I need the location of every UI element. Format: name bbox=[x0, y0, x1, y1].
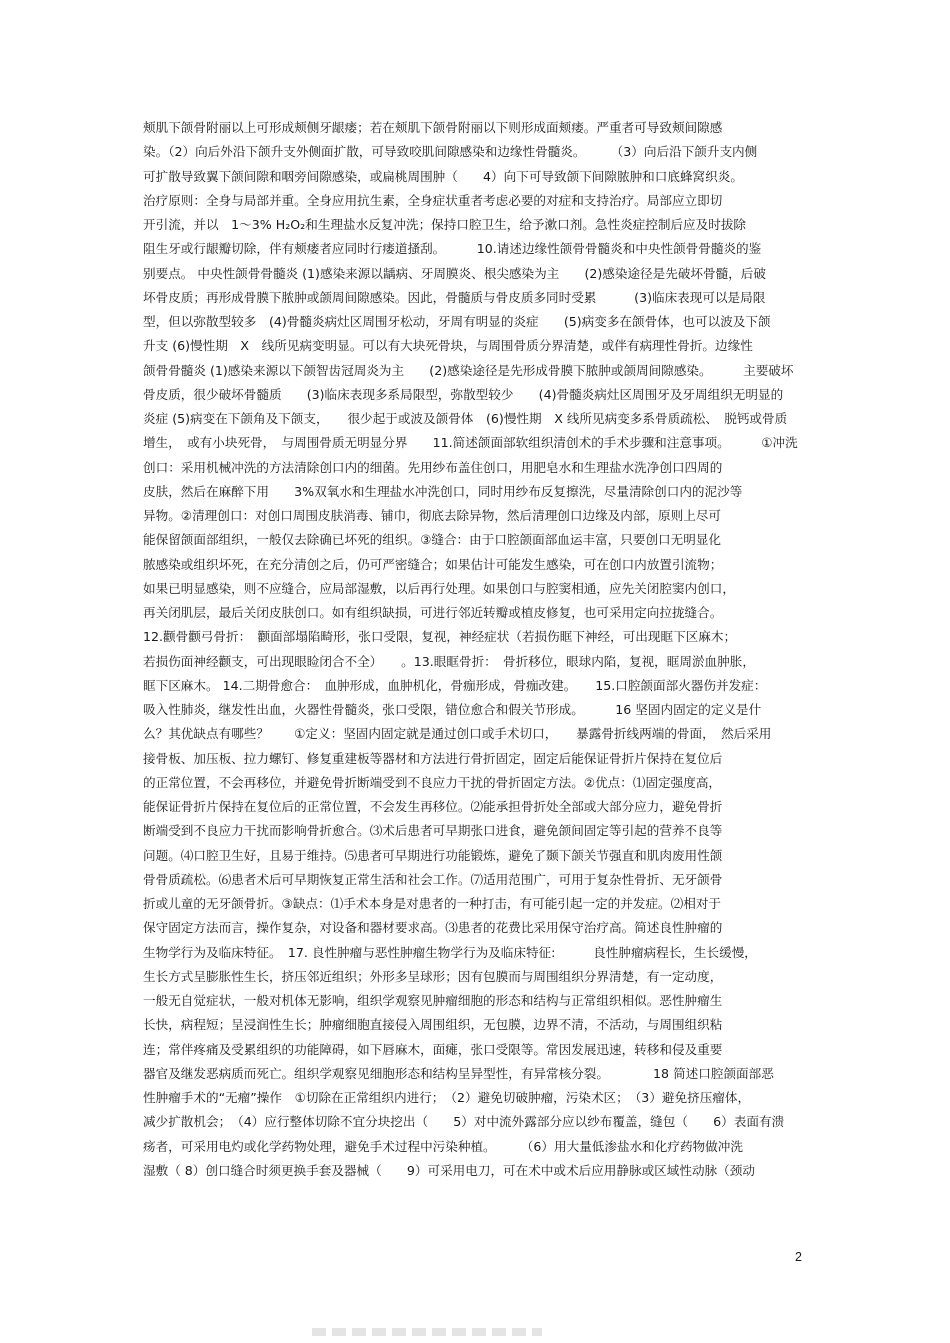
footer-watermark bbox=[312, 1328, 542, 1336]
text-line: 若损伤面神经颧支，可出现眼睑闭合不全） 。13.眼眶骨折： 骨折移位，眼球内陷，复视，眶周淤血肿胀， bbox=[143, 653, 755, 669]
text-line: 开引流，并以 1～3% H₂O₂和生理盐水反复冲洗；保持口腔卫生，给予漱口剂。急性炎症控制后应及时拔除 bbox=[143, 217, 747, 232]
page-number: 2 bbox=[795, 1250, 802, 1264]
text-line: 能保留颌面部组织，一般仅去除确已坏死的组织。③缝合：由于口腔颌面部血运丰富，只要创口无明显化 bbox=[143, 532, 722, 548]
text-line: 么？其优缺点有哪些？ ①定义：坚固内固定就是通过创口或手术切口， 暴露骨折线两端的骨面， 然后采用 bbox=[143, 726, 772, 742]
text-line: 折或儿童的无牙颌骨折。③缺点：⑴手术本身是对患者的一种打击，有可能引起一定的并发症。⑵相对于 bbox=[143, 896, 722, 911]
text-line: 骨皮质，很少破坏骨髓质 (3)临床表现多系局限型，弥散型较少 (4)骨髓炎病灶区周围牙及牙周组织无明显的 bbox=[143, 386, 784, 402]
text-line: 12.颧骨颧弓骨折： 颧面部塌陷畸形，张口受限，复视，神经症状（若损伤眶下神经，可出现眶下区麻木； bbox=[143, 629, 737, 645]
text-line: 减少扩散机会； （4）应行整体切除不宜分块挖出（ 5）对中流外露部分应以纱布覆盖，缝包（ 6）表面有溃 bbox=[143, 1114, 785, 1130]
text-line: 别要点。 中央性颌骨骨髓炎 (1)感染来源以龋病、牙周膜炎、根尖感染为主 (2)感染途径是先破坏骨髓，后破 bbox=[143, 265, 766, 281]
text-line: 接骨板、加压板、拉力螺钉、修复重建板等器材和方法进行骨折固定，固定后能保证骨折片保持在复位后 bbox=[143, 750, 723, 766]
text-line: 湿敷（ 8）创口缝合时须更换手套及器械（ 9）可采用电刀，可在术中或术后应用静脉或区域性动脉（颈动 bbox=[143, 1162, 755, 1178]
text-line: 骨骨质疏松。⑹患者术后可早期恢复正常生活和社会工作。⑺适用范围广，可用于复杂性骨折、无牙颌骨 bbox=[143, 871, 723, 887]
text-line: 型，但以弥散型较多 (4)骨髓炎病灶区周围牙松动，牙周有明显的炎症 (5)病变多在颌骨体，也可以波及下颌 bbox=[143, 314, 771, 329]
text-line: 器官及继发恶病质而死亡。组织学观察见细胞形态和结构呈异型性，有异常核分裂。 18 简述口腔颌面部恶 bbox=[143, 1065, 774, 1081]
text-line: 再关闭肌层，最后关闭皮肤创口。如有组织缺损，可进行邻近转瓣或植皮修复，也可采用定向拉拢缝合。 bbox=[143, 605, 723, 620]
text-line: 升支 (6)慢性期 X 线所见病变明显。可以有大块死骨块，与周围骨质分界清楚，或伴有病理性骨折。边缘性 bbox=[143, 338, 753, 354]
text-line: 性肿瘤手术的“无瘤”操作 ①切除在正常组织内进行； （2）避免切破肿瘤，污染术区； （3）避免挤压瘤体， bbox=[143, 1090, 751, 1105]
text-line: 眶下区麻木。 14.二期骨愈合： 血肿形成，血肿机化，骨痂形成，骨痂改建。 15.口腔颌面部火器伤并发症： bbox=[143, 677, 767, 693]
text-line: 如果已明显感染，则不应缝合，应局部湿敷，以后再行处理。如果创口与腔窦相通，应先关闭腔窦内创口， bbox=[143, 580, 735, 596]
text-line: 阻生牙或行龈瓣切除，伴有颊瘘者应同时行瘘道搔刮。 10.请述边缘性颌骨骨髓炎和中央性颌骨骨髓炎的鉴 bbox=[143, 241, 762, 257]
text-line: 问题。⑷口腔卫生好，且易于维持。⑸患者可早期进行功能锻炼，避免了颞下颌关节强直和肌肉废用性颌 bbox=[143, 847, 723, 863]
text-line: 疡者，可采用电灼或化学药物处理，避免手术过程中污染种植。 （6）用大量低渗盐水和化疗药物做冲洗 bbox=[143, 1138, 743, 1154]
text-line: 创口：采用机械冲洗的方法清除创口内的细菌。先用纱布盖住创口，用肥皂水和生理盐水洗净创口四周的 bbox=[143, 459, 723, 475]
text-line: 一般无自觉症状，一般对机体无影响，组织学观察见肿瘤细胞的形态和结构与正常组织相似。恶性肿瘤生 bbox=[143, 993, 723, 1008]
text-line: 颊肌下颌骨附丽以上可形成颊侧牙龈瘘；若在颊肌下颌骨附丽以下则形成面颊瘘。严重者可导致颊间隙感 bbox=[143, 120, 723, 135]
text-line: 的正常位置，不会再移位，并避免骨折断端受到不良应力干扰的骨折固定方法。②优点：⑴固定强度高， bbox=[143, 774, 722, 790]
text-line: 染。（2）向后外沿下颌升支外侧面扩散，可导致咬肌间隙感染和边缘性骨髓炎。 （3）向后沿下颌升支内侧 bbox=[143, 144, 758, 160]
text-line: 生长方式呈膨胀性生长，挤压邻近组织；外形多呈球形；因有包膜而与周围组织分界清楚，有一定动度， bbox=[143, 968, 723, 984]
text-line: 脓感染或组织坏死，在充分清创之后，仍可严密缝合；如果估计可能发生感染，可在创口内放置引流物； bbox=[143, 556, 723, 572]
text-line: 保守固定方法而言，操作复杂，对设备和器材要求高。⑶患者的花费比采用保守治疗高。简述良性肿瘤的 bbox=[143, 920, 723, 936]
text-line: 皮肤，然后在麻醉下用 3%双氧水和生理盐水冲洗创口，同时用纱布反复擦洗，尽量清除创口内的泥沙等 bbox=[143, 483, 743, 499]
text-line: 吸入性肺炎，继发性出血，火器性骨髓炎，张口受限，错位愈合和假关节形成。 16 坚固内固定的定义是什 bbox=[143, 702, 762, 717]
document-body bbox=[143, 116, 808, 1183]
text-line: 生物学行为及临床特征。 17. 良性肿瘤与恶性肿瘤生物学行为及临床特征: 良性肿瘤病程长，生长缓慢， bbox=[143, 944, 757, 960]
text-line: 能保证骨折片保持在复位后的正常位置，不会发生再移位。⑵能承担骨折处全部或大部分应力，避免骨折 bbox=[143, 799, 723, 814]
text-line: 长快，病程短；呈浸润性生长；肿瘤细胞直接侵入周围组织，无包膜，边界不清，不活动，与周围组织粘 bbox=[143, 1017, 723, 1033]
text-line: 增生， 或有小块死骨， 与周围骨质无明显分界 11.简述颌面部软组织清创术的手术步骤和注意事项。 ①冲洗 bbox=[143, 435, 798, 451]
text-line: 炎症 (5)病变在下颌角及下颌支， 很少起于或波及颌骨体 (6)慢性期 X 线所见病变多系骨质疏松、 脱钙或骨质 bbox=[143, 411, 788, 426]
text-line: 异物。②清理创口：对创口周围皮肤消毒、铺巾，彻底去除异物，然后清理创口边缘及内部，原则上尽可 bbox=[143, 508, 722, 523]
text-line: 连；常伴疼痛及受累组织的功能障碍，如下唇麻木，面瘫，张口受限等。常因发展迅速，转移和侵及重要 bbox=[143, 1041, 723, 1057]
text-line: 断端受到不良应力干扰而影响骨折愈合。⑶术后患者可早期张口进食，避免颌间固定等引起的营养不良等 bbox=[143, 823, 723, 839]
text-line: 治疗原则：全身与局部并重。全身应用抗生素，全身症状重者考虑必要的对症和支持治疗。局部应立即切 bbox=[143, 192, 723, 208]
text-line: 可扩散导致翼下颌间隙和咽旁间隙感染，或扁桃周围肿（ 4）向下可导致颌下间隙脓肿和口底蜂窝织炎。 bbox=[143, 168, 743, 184]
text-line: 颌骨骨髓炎 (1)感染来源以下颌智齿冠周炎为主 (2)感染途径是先形成骨膜下脓肿或颌周间隙感染。 主要破坏 bbox=[143, 362, 794, 378]
text-line: 坏骨皮质；再形成骨膜下脓肿或颌周间隙感染。因此，骨髓质与骨皮质多同时受累 (3)临床表现可以是局限 bbox=[143, 289, 766, 305]
